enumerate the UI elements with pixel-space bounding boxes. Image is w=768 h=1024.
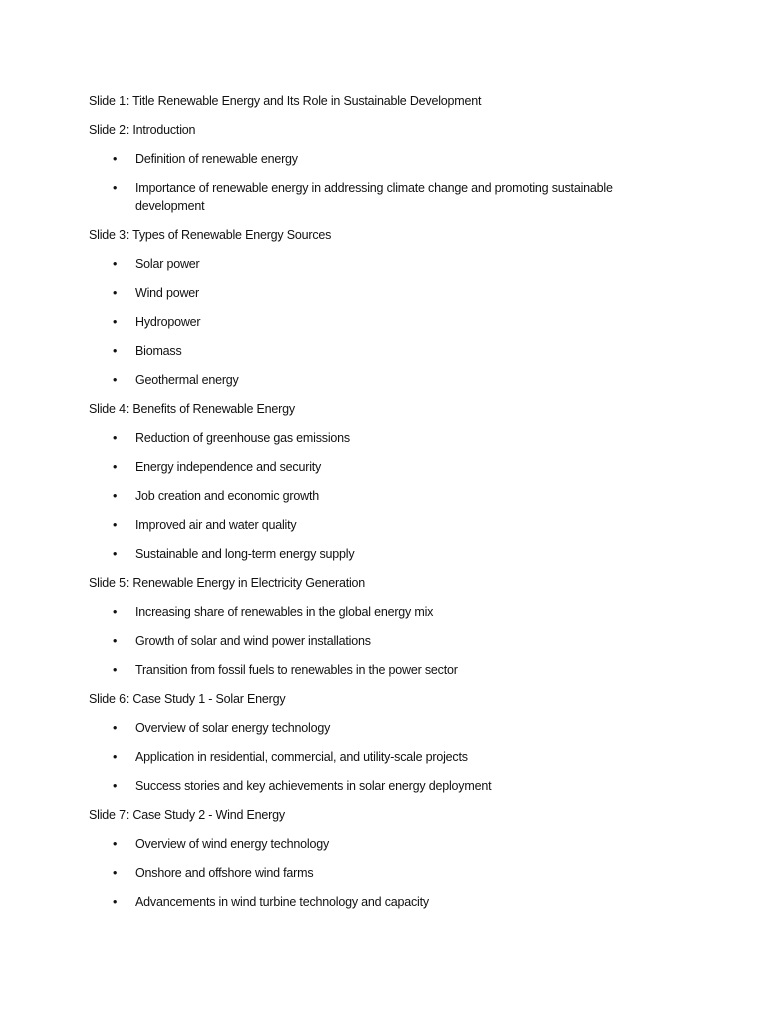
bullet-list: [89, 835, 689, 911]
bullet-icon: •: [113, 286, 118, 300]
bullet-list: [89, 150, 689, 215]
bullet-item: [89, 284, 655, 302]
bullet-text: Growth of solar and wind power installations: [135, 634, 371, 648]
slide-section: [89, 226, 689, 389]
bullet-item: [89, 179, 655, 215]
slide-heading: Slide 3: Types of Renewable Energy Sources: [89, 228, 332, 242]
bullet-text: Improved air and water quality: [135, 518, 297, 532]
bullet-item: [89, 371, 655, 389]
bullet-item: [89, 487, 655, 505]
bullet-icon: •: [113, 373, 118, 387]
bullet-item: [89, 429, 655, 447]
bullet-text: Overview of wind energy technology: [135, 837, 329, 851]
slide-section: [89, 690, 689, 795]
bullet-text: Reduction of greenhouse gas emissions: [135, 431, 350, 445]
bullet-item: [89, 458, 655, 476]
bullet-icon: •: [113, 460, 118, 474]
bullet-icon: •: [113, 721, 118, 735]
bullet-icon: •: [113, 181, 118, 195]
bullet-icon: •: [113, 605, 118, 619]
slide-section: [89, 400, 689, 563]
bullet-text: Overview of solar energy technology: [135, 721, 331, 735]
bullet-item: [89, 835, 655, 853]
bullet-text: Success stories and key achievements in solar energy deployment: [135, 779, 492, 793]
bullet-icon: •: [113, 634, 118, 648]
bullet-icon: •: [113, 518, 118, 532]
slide-heading: Slide 1: Title Renewable Energy and Its Role in Sustainable Development: [89, 94, 482, 108]
bullet-list: [89, 255, 689, 389]
slide-heading: Slide 5: Renewable Energy in Electricity Generation: [89, 576, 366, 590]
bullet-icon: •: [113, 837, 118, 851]
bullet-item: [89, 342, 655, 360]
bullet-icon: •: [113, 750, 118, 764]
bullet-icon: •: [113, 895, 118, 909]
bullet-text: Transition from fossil fuels to renewables in the power sector: [135, 663, 458, 677]
bullet-item: [89, 661, 655, 679]
bullet-item: [89, 893, 655, 911]
bullet-icon: •: [113, 489, 118, 503]
slide-section: [89, 806, 689, 911]
bullet-text: Wind power: [135, 286, 199, 300]
bullet-icon: •: [113, 663, 118, 677]
bullet-item: [89, 516, 655, 534]
bullet-text: Job creation and economic growth: [135, 489, 319, 503]
slide-heading: Slide 7: Case Study 2 - Wind Energy: [89, 808, 285, 822]
slide-section: [89, 574, 689, 679]
bullet-item: [89, 603, 655, 621]
bullet-text: Importance of renewable energy in addressing climate change and promoting sustainable development: [135, 181, 613, 213]
bullet-item: [89, 748, 655, 766]
bullet-icon: •: [113, 431, 118, 445]
bullet-item: [89, 255, 655, 273]
bullet-text: Definition of renewable energy: [135, 152, 298, 166]
slide-heading: Slide 6: Case Study 1 - Solar Energy: [89, 692, 286, 706]
bullet-list: [89, 719, 689, 795]
bullet-text: Advancements in wind turbine technology and capacity: [135, 895, 429, 909]
bullet-text: Onshore and offshore wind farms: [135, 866, 314, 880]
bullet-item: [89, 545, 655, 563]
slide-heading: Slide 4: Benefits of Renewable Energy: [89, 402, 295, 416]
bullet-icon: •: [113, 344, 118, 358]
bullet-text: Hydropower: [135, 315, 201, 329]
bullet-text: Energy independence and security: [135, 460, 322, 474]
bullet-item: [89, 632, 655, 650]
bullet-item: [89, 313, 655, 331]
bullet-icon: •: [113, 866, 118, 880]
bullet-icon: •: [113, 779, 118, 793]
slide-section: [89, 92, 689, 110]
bullet-item: [89, 777, 655, 795]
bullet-icon: •: [113, 547, 118, 561]
bullet-text: Sustainable and long-term energy supply: [135, 547, 355, 561]
bullet-list: [89, 429, 689, 563]
slide-section: [89, 121, 689, 215]
bullet-text: Biomass: [135, 344, 182, 358]
document-body: [89, 92, 689, 922]
bullet-text: Increasing share of renewables in the global energy mix: [135, 605, 434, 619]
bullet-text: Application in residential, commercial, and utility-scale projects: [135, 750, 468, 764]
bullet-list: [89, 603, 689, 679]
slide-heading: Slide 2: Introduction: [89, 123, 196, 137]
bullet-text: Solar power: [135, 257, 200, 271]
bullet-item: [89, 719, 655, 737]
bullet-icon: •: [113, 257, 118, 271]
bullet-icon: •: [113, 152, 118, 166]
bullet-icon: •: [113, 315, 118, 329]
bullet-item: [89, 864, 655, 882]
bullet-item: [89, 150, 655, 168]
bullet-text: Geothermal energy: [135, 373, 239, 387]
